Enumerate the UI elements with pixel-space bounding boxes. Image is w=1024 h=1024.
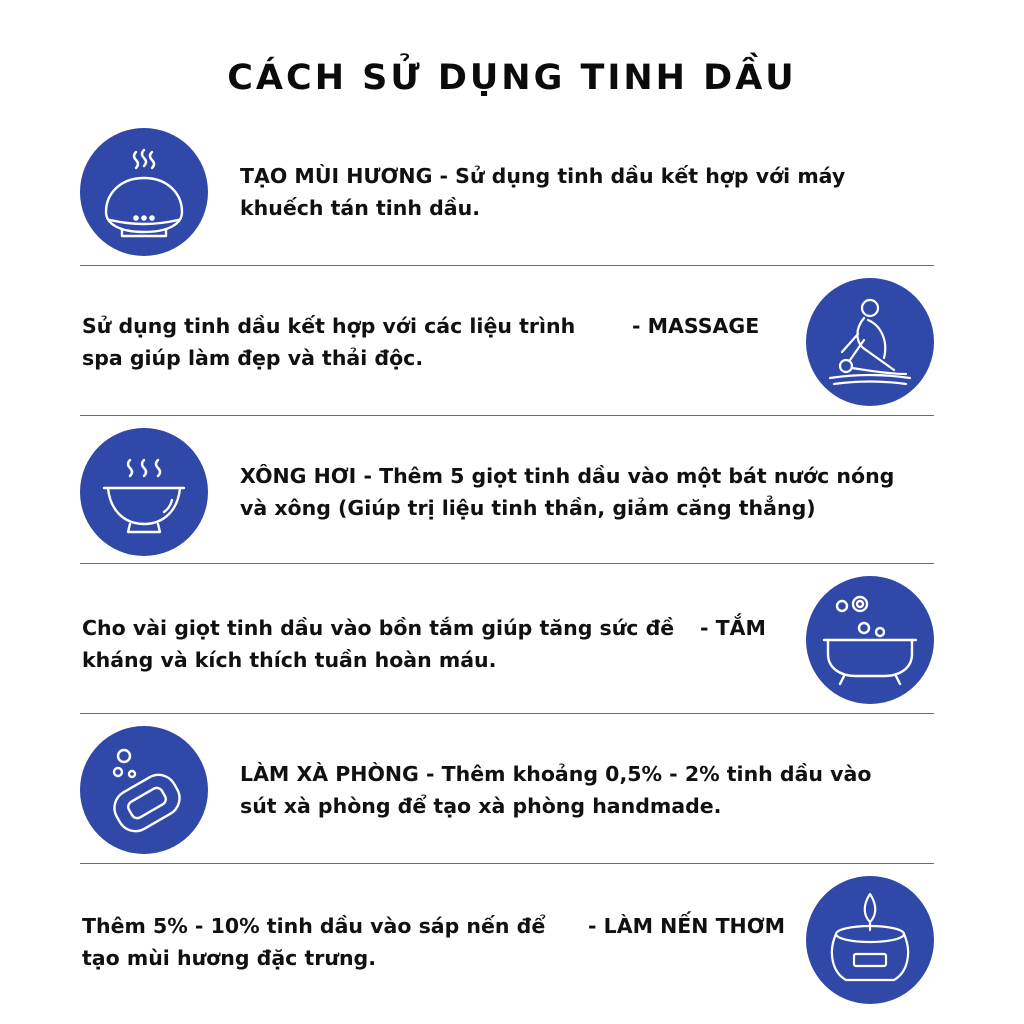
bathtub-icon <box>806 576 934 704</box>
item-line: Thêm 5% - 10% tinh dầu vào sáp nến để <box>82 914 546 938</box>
item-line: và xông (Giúp trị liệu tinh thần, giảm căng thẳng) <box>240 496 816 520</box>
item-tag-candle: - LÀM NẾN THƠM <box>588 914 786 938</box>
item-line: TẠO MÙI HƯƠNG - Sử dụng tinh dầu kết hợp với máy <box>240 164 846 188</box>
item-line: khuếch tán tinh dầu. <box>240 196 481 220</box>
item-line: spa giúp làm đẹp và thải độc. <box>82 346 424 370</box>
divider <box>80 863 934 864</box>
item-line: XÔNG HƠI - Thêm 5 giọt tinh dầu vào một bát nước nóng <box>240 464 895 488</box>
item-line: LÀM XÀ PHÒNG - Thêm khoảng 0,5% - 2% tinh dầu vào <box>240 762 872 786</box>
item-tag-bath: - TẮM <box>700 616 766 640</box>
item-line: sút xà phòng để tạo xà phòng handmade. <box>240 794 722 818</box>
divider <box>80 563 934 564</box>
massage-icon <box>806 278 934 406</box>
item-tag-massage: - MASSAGE <box>632 314 760 338</box>
item-line: tạo mùi hương đặc trưng. <box>82 946 377 970</box>
divider <box>80 713 934 714</box>
item-text-bath <box>82 612 674 676</box>
page-title: CÁCH SỬ DỤNG TINH DẦU <box>227 58 797 98</box>
diffuser-icon <box>80 128 208 256</box>
divider <box>80 415 934 416</box>
item-text-soap <box>240 758 871 822</box>
item-line: Sử dụng tinh dầu kết hợp với các liệu trình <box>82 314 576 338</box>
divider <box>80 265 934 266</box>
item-text-massage <box>82 310 575 374</box>
item-text-steam <box>240 460 894 524</box>
item-line: Cho vài giọt tinh dầu vào bồn tắm giúp tăng sức đề <box>82 616 675 640</box>
item-text-candle <box>82 910 545 974</box>
candle-icon <box>806 876 934 1004</box>
item-text-aroma <box>240 160 845 224</box>
soap-icon <box>80 726 208 854</box>
item-line: kháng và kích thích tuần hoàn máu. <box>82 648 497 672</box>
steam-bowl-icon <box>80 428 208 556</box>
